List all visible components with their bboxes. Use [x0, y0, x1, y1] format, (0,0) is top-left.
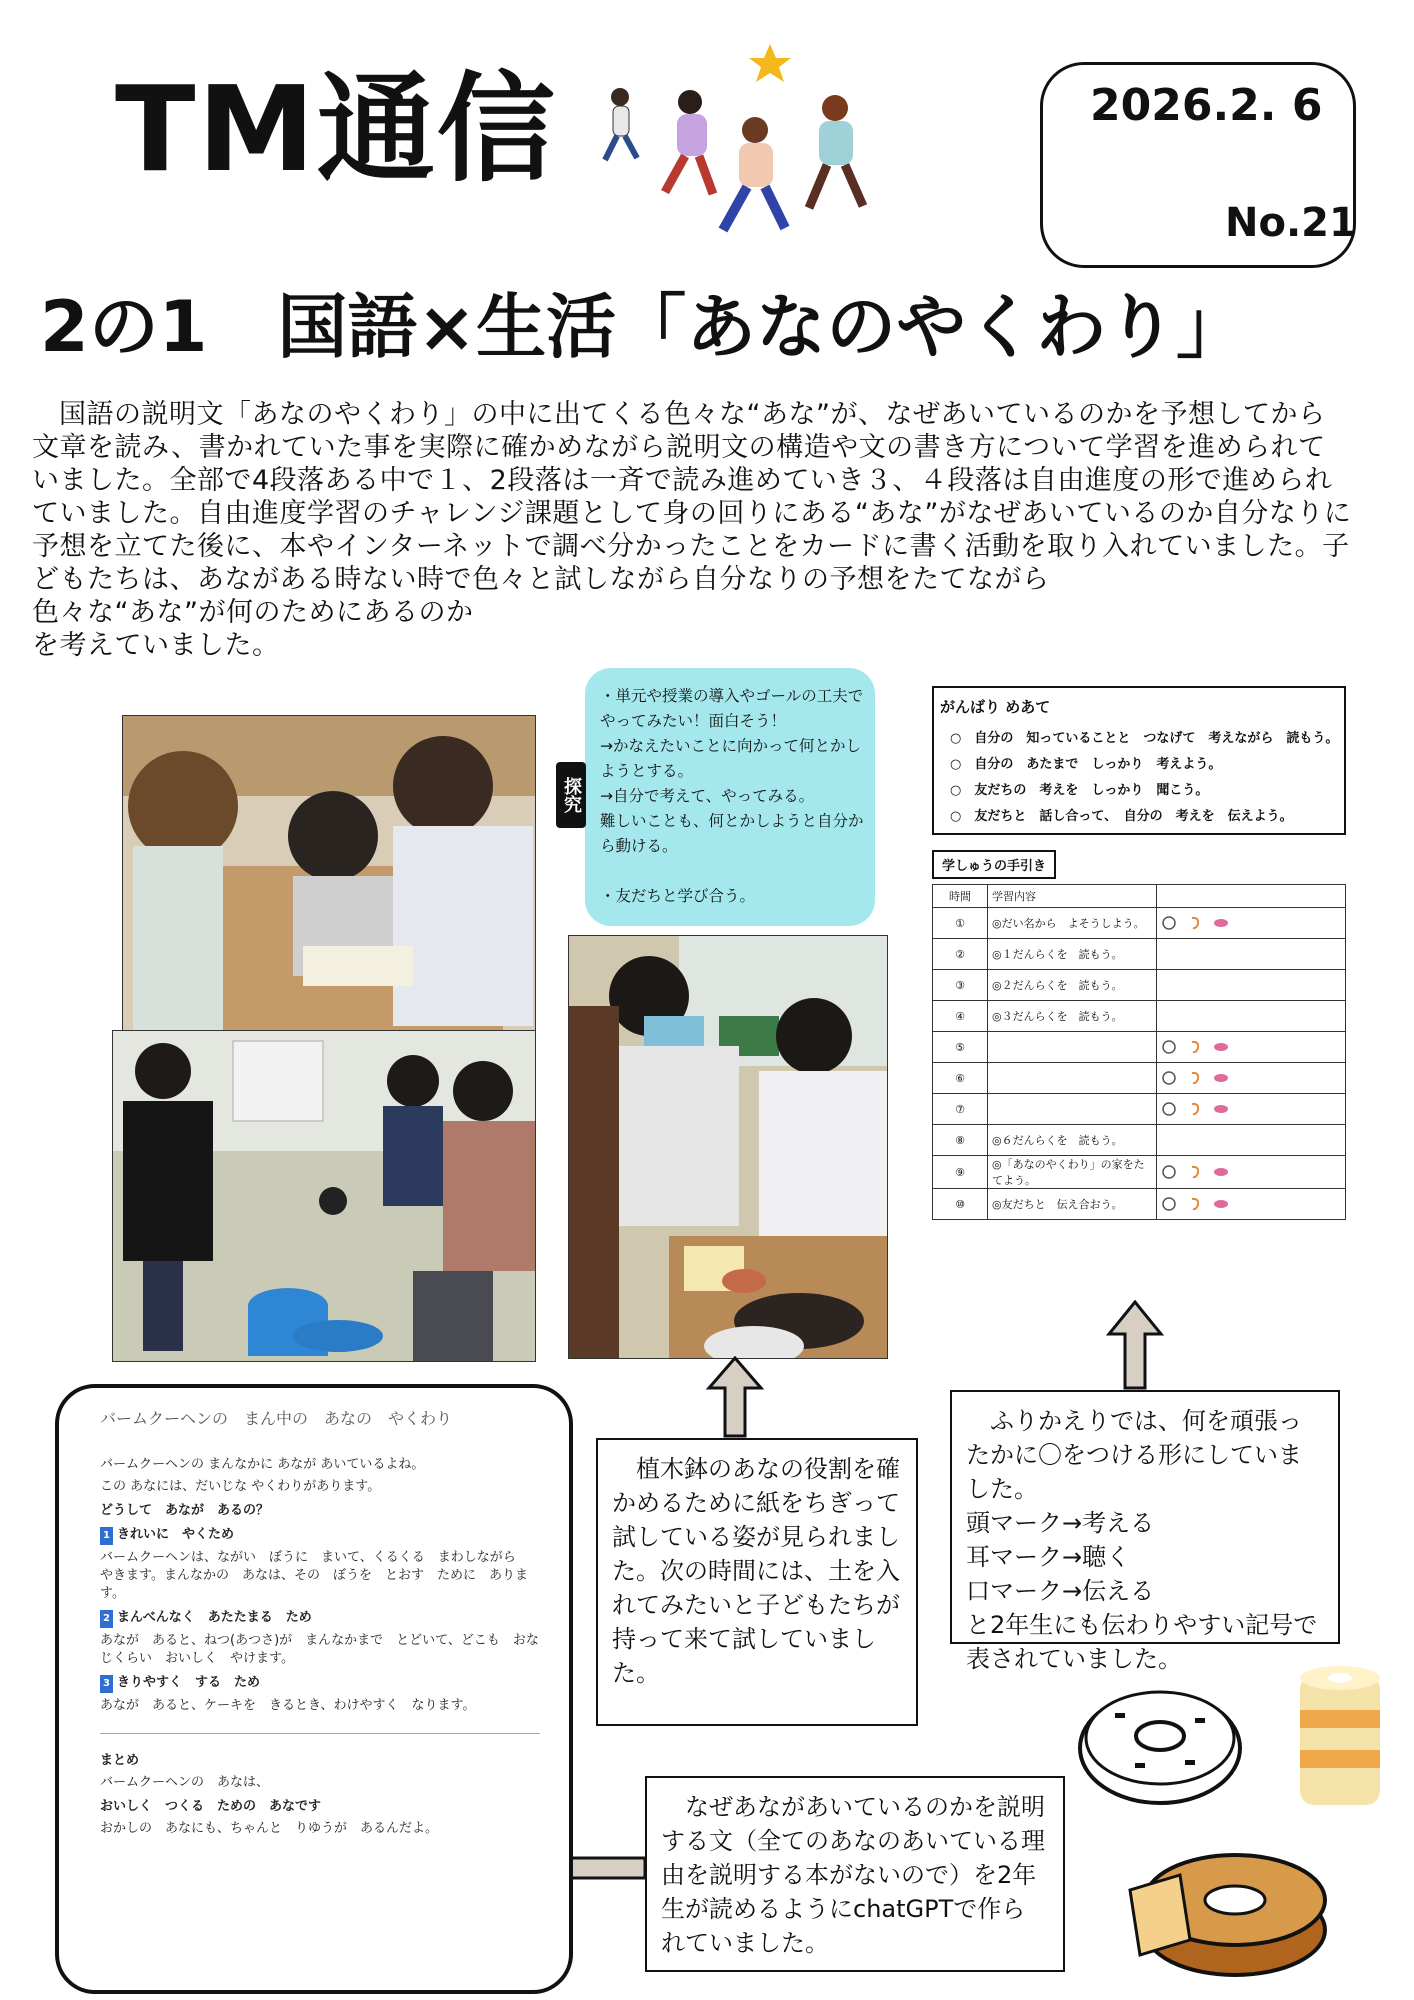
reflection-lead: ふりかえりでは、何を頑張ったかに〇をつける形にしていました。 — [966, 1407, 1302, 1503]
reflection-caption-box — [950, 1390, 1340, 1673]
doc-section-title: まんべんなく あたたまる ため — [116, 1610, 312, 1625]
reflection-marks — [1157, 1032, 1346, 1063]
photo-children-with-bucket — [112, 1030, 536, 1362]
mouth-icon — [1213, 1196, 1229, 1212]
article-headline: 2の1 国語×生活「あなのやくわり」 — [40, 286, 1247, 368]
col-content: 学習内容 — [988, 885, 1157, 908]
intro-line: 色々な“あな”が何のためにあるのか — [32, 597, 474, 628]
ear-icon — [1187, 1101, 1203, 1117]
reflection-marks — [1157, 908, 1346, 939]
goal-item: ○ 自分の 知っていることと つなげて 考えながら 読もう。 — [950, 731, 1339, 746]
head-icon — [1161, 1039, 1177, 1055]
mouth-icon — [1213, 1164, 1229, 1180]
newsletter-title: TM通信 — [115, 60, 557, 198]
issue-number: No.21 — [1225, 200, 1357, 246]
reflection-line: と2年生にも伝わりやすい記号で表されていました。 — [966, 1611, 1318, 1673]
head-icon — [1161, 1164, 1177, 1180]
table-row: ⑧ ◎６だんらくを 読もう。 — [933, 1125, 1346, 1156]
table-row: ① ◎だい名から よそうしよう。 — [933, 908, 1346, 939]
mouth-icon — [1213, 1101, 1229, 1117]
study-guide-title: 学しゅうの手引き — [932, 850, 1056, 879]
chatgpt-caption: なぜあながあいているのかを説明する文（全てのあなのあいている理由を説明する本がないので）を2年生が読めるようにchatGPTで作られていました。 — [661, 1793, 1045, 1957]
number-badge: 3 — [100, 1675, 113, 1693]
mouth-icon — [1213, 1039, 1229, 1055]
reflection-marks — [1157, 1094, 1346, 1125]
study-guide-table — [932, 884, 1346, 1220]
baumkuchen-icon — [1120, 1830, 1330, 1980]
flowerpot-caption-box — [596, 1438, 918, 1726]
intro-line: を考えていました。 — [32, 630, 280, 661]
ear-icon — [1187, 1039, 1203, 1055]
goal-item: ○ 友だちと 話し合って、 自分の 考えを 伝えよう。 — [950, 809, 1293, 824]
doc-line: この あなには、だいじな やくわりがあります。 — [100, 1479, 381, 1494]
table-row: ⑥ — [933, 1063, 1346, 1094]
flowerpot-caption: 植木鉢のあなの役割を確かめるために紙をちぎって試している姿が見られました。次の時間には、土を入れてみたいと子どもたちが持って来て試していました。 — [612, 1455, 900, 1687]
doc-summary-line: おいしく つくる ための あなです — [100, 1799, 322, 1814]
table-row: ④ ◎３だんらくを 読もう。 — [933, 1001, 1346, 1032]
head-icon — [1161, 915, 1177, 931]
table-row: ⑨ ◎「あなのやくわり」の家をたてよう。 — [933, 1156, 1346, 1189]
doc-summary-line: バームクーヘンの あなは、 — [100, 1775, 270, 1790]
head-icon — [1161, 1070, 1177, 1086]
reflection-line: 耳マーク→聴く — [966, 1543, 1131, 1571]
chatgpt-document — [100, 1410, 540, 1842]
goals-title: がんばり めあて — [940, 698, 1051, 716]
runner-3 — [723, 117, 785, 230]
inquiry-label: 探究 — [556, 762, 586, 828]
arrow-up-icon — [1105, 1300, 1165, 1390]
mouth-icon — [1213, 1070, 1229, 1086]
intro-paragraph: 国語の説明文「あなのやくわり」の中に出てくる色々な“あな”が、なぜあいているのかを予想してから文章を読み、書かれていた事を実際に確かめながら説明文の構造や文の書き方について学習を進められていました。全部で4段落ある中で１、2段落は一斉で読み進めていき３、４段落は自由進度の形で進められていました。自由進度学習のチャレンジ課題として身の回りにある“あな”がなぜあいているのか自分なりに予想を立てた後に、本やインターネットで調べ分かったことをカードに書く活動を取り入れていました。子どもたちは、あながある時ない時で色々と試しながら自分なりの予想をたてながら — [32, 399, 1352, 595]
ear-icon — [1187, 1070, 1203, 1086]
goals-list — [950, 726, 1338, 830]
goal-item: ○ 自分の あたまで しっかり 考えよう。 — [950, 757, 1222, 772]
ear-icon — [1187, 915, 1203, 931]
doc-section-title: きれいに やくため — [116, 1527, 234, 1542]
issue-date: 2026.2. 6 — [1090, 80, 1323, 131]
reflection-line: 頭マーク→考える — [966, 1509, 1155, 1537]
doc-divider — [100, 1733, 540, 1734]
inquiry-note-text: ・単元や授業の導入やゴールの工夫でやってみたい！面白そう！ →かなえたいことに向かって何とかしようとする。 →自分で考えて、やってみる。 難しいことも、何とかしようと自分から動ける。 ・友だちと学び合う。 — [600, 687, 864, 905]
doc-summary-title: まとめ — [100, 1753, 140, 1768]
doc-line: バームクーヘンの まんなかに あなが あいているよね。 — [100, 1457, 425, 1472]
runner-2 — [665, 90, 713, 194]
doc-section-title: きりやすく する ため — [116, 1675, 260, 1690]
doc-section-text: あなが あると、ケーキを きるとき、わけやすく なります。 — [100, 1698, 476, 1713]
donut-icon — [1075, 1668, 1245, 1808]
doc-section-text: あなが あると、ねつ(あつさ)が まんなかまで とどいて、どこも おなじくらい おいしく やけます。 — [100, 1633, 539, 1666]
col-time: 時間 — [933, 885, 988, 908]
layer-cake-icon — [1290, 1660, 1390, 1810]
doc-question: どうして あなが あるの？ — [100, 1503, 270, 1518]
doc-summary-line: おかしの あなにも、ちゃんと りゆうが あるんだよ。 — [100, 1821, 439, 1836]
head-icon — [1161, 1101, 1177, 1117]
head-icon — [1161, 1196, 1177, 1212]
table-row: ⑤ — [933, 1032, 1346, 1063]
table-row: ⑦ — [933, 1094, 1346, 1125]
col-marks — [1157, 885, 1346, 908]
reflection-line: 口マーク→伝える — [966, 1577, 1155, 1605]
runner-1 — [605, 88, 637, 160]
number-badge: 2 — [100, 1610, 113, 1628]
star-icon — [749, 44, 791, 82]
mouth-icon — [1213, 915, 1229, 931]
ear-icon — [1187, 1196, 1203, 1212]
table-header-row — [933, 885, 1346, 908]
running-people-illustration — [595, 42, 885, 242]
arrow-up-icon — [705, 1356, 765, 1438]
table-row: ③ ◎２だんらくを 読もう。 — [933, 970, 1346, 1001]
doc-heading: バームクーヘンの まん中の あなの やくわり — [100, 1409, 453, 1428]
chatgpt-caption-box — [645, 1776, 1065, 1972]
reflection-marks — [1157, 1189, 1346, 1220]
photo-children-at-desk — [122, 715, 536, 1031]
goal-item: ○ 友だちの 考えを しっかり 聞こう。 — [950, 783, 1209, 798]
reflection-marks — [1157, 1063, 1346, 1094]
number-badge: 1 — [100, 1527, 113, 1545]
ear-icon — [1187, 1164, 1203, 1180]
doc-section-text: バームクーヘンは、ながい ぼうに まいて、くるくる まわしながら やきます。まんなかの あなは、その ぼうを とおす ために あります。 — [100, 1550, 529, 1601]
reflection-marks — [1157, 1156, 1346, 1189]
table-row: ② ◎１だんらくを 読もう。 — [933, 939, 1346, 970]
table-row: ⑩ ◎友だちと 伝え合おう。 — [933, 1189, 1346, 1220]
photo-children-with-flowerpot — [568, 935, 888, 1359]
runner-4 — [809, 95, 863, 208]
intro-text — [32, 398, 1352, 662]
